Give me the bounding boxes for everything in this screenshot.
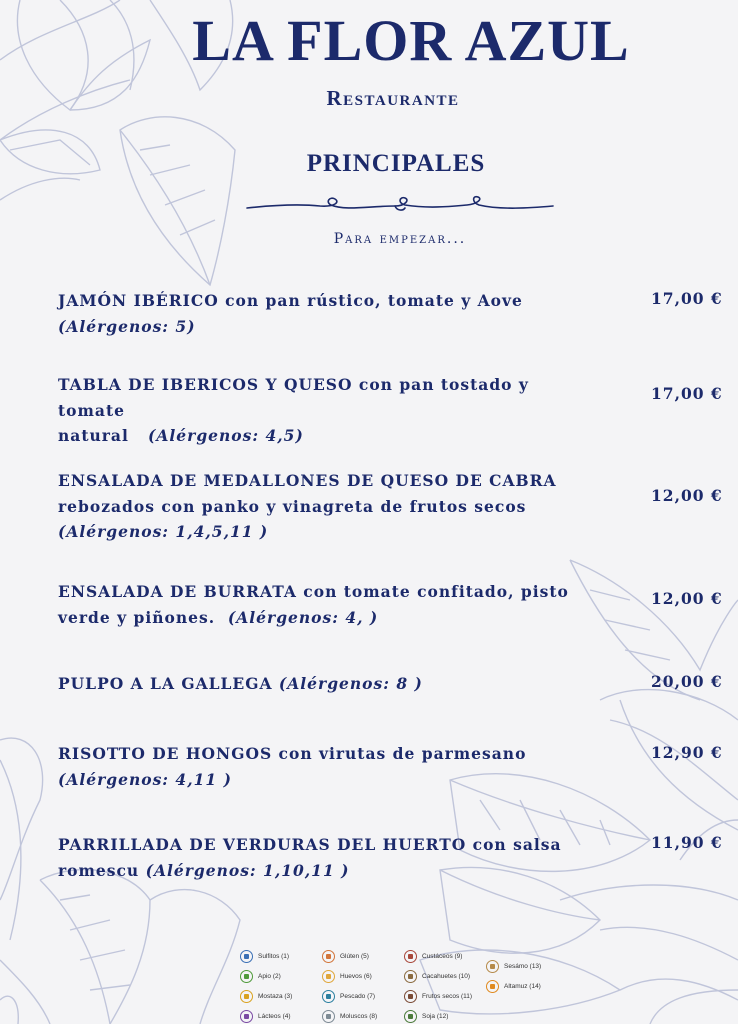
fish-icon	[322, 990, 335, 1003]
dish-allergens: (Alérgenos: 1,10,11 )	[145, 860, 350, 880]
dish-description: ENSALADA DE MEDALLONES DE QUESO DE CABRA	[58, 471, 557, 490]
dish-allergens: (Alérgenos: 1,4,5,11 )	[58, 522, 269, 541]
dish-allergens: (Alérgenos: 4,5)	[148, 426, 304, 445]
legend-label: Huevos (6)	[340, 972, 372, 980]
sulfites-icon	[240, 950, 253, 963]
dish-price: 11,90 €	[651, 833, 723, 852]
dish-description: JAMÓN IBÉRICO con pan rústico, tomate y Aove	[58, 291, 523, 310]
menu-item	[58, 671, 578, 697]
menu-item	[58, 372, 578, 449]
menu-item	[58, 579, 578, 630]
allergen-legend	[236, 945, 566, 1024]
mollusc-icon	[322, 1010, 335, 1023]
dish-price: 12,00 €	[651, 589, 723, 608]
legend-item	[322, 968, 372, 984]
dish-allergens: (Alérgenos: 8 )	[278, 674, 423, 693]
restaurant-subtitle: Restaurante	[326, 86, 460, 110]
legend-item	[486, 958, 541, 974]
dairy-icon	[240, 1010, 253, 1023]
menu-item	[58, 468, 578, 545]
dish-price: 17,00 €	[651, 289, 723, 308]
restaurant-name: LA FLOR AZUL	[192, 8, 630, 73]
dish-description: ENSALADA DE BURRATA con tomate confitado, pisto	[58, 582, 569, 601]
sesame-icon	[486, 960, 499, 973]
legend-item	[404, 968, 470, 984]
legend-label: Lácteos (4)	[258, 1012, 291, 1020]
legend-label: Apio (2)	[258, 972, 281, 980]
legend-label: Soja (12)	[422, 1012, 449, 1020]
section-intro: Para empezar...	[333, 231, 467, 247]
dish-price: 12,00 €	[651, 486, 723, 505]
dish-price: 12,90 €	[651, 743, 723, 762]
legend-item	[404, 948, 462, 964]
legend-item	[322, 988, 375, 1004]
menu-item	[58, 832, 578, 883]
legend-label: Frutos secos (11)	[422, 992, 473, 1000]
legend-item	[322, 948, 369, 964]
menu-item	[58, 741, 578, 792]
legend-label: Moluscos (8)	[340, 1012, 378, 1020]
dish-price: 20,00 €	[651, 672, 723, 691]
dish-description: PULPO A LA GALLEGA	[58, 674, 273, 693]
legend-label: Custáceos (9)	[422, 952, 463, 960]
gluten-icon	[322, 950, 335, 963]
nuts-icon	[404, 990, 417, 1003]
mustard-icon	[240, 990, 253, 1003]
dish-description-cont: verde y piñones.	[58, 607, 216, 627]
legend-label: Cacahuetes (10)	[422, 972, 471, 980]
legend-item	[322, 1008, 377, 1024]
flourish-divider	[245, 194, 555, 218]
peanut-icon	[404, 970, 417, 983]
legend-item	[240, 968, 281, 984]
dish-description-cont: rebozados con panko y vinagreta de frutos secos	[58, 496, 527, 516]
dish-description: RISOTTO DE HONGOS con virutas de parmesano	[58, 744, 527, 763]
dish-allergens: (Alérgenos: 5)	[58, 316, 196, 336]
legend-item	[486, 978, 541, 994]
legend-label: Pescado (7)	[340, 992, 376, 1000]
legend-label: Glúten (5)	[340, 952, 369, 960]
menu-item	[58, 288, 578, 339]
crustacean-icon	[404, 950, 417, 963]
legend-label: Sulfitos (1)	[258, 952, 290, 960]
soy-icon	[404, 1010, 417, 1023]
legend-item	[240, 948, 289, 964]
legend-item	[404, 988, 472, 1004]
dish-description: PARRILLADA DE VERDURAS DEL HUERTO con salsa	[58, 835, 562, 854]
lupin-icon	[486, 980, 499, 993]
dish-description: TABLA DE IBERICOS Y QUESO con pan tostado y tomate	[58, 375, 529, 420]
dish-description-cont: romescu	[58, 860, 140, 880]
dish-allergens: (Alérgenos: 4,11 )	[58, 769, 232, 789]
dish-price: 17,00 €	[651, 384, 723, 403]
legend-label: Sesámo (13)	[504, 962, 542, 970]
dish-description-cont: natural	[58, 426, 129, 445]
dish-allergens: (Alérgenos: 4, )	[227, 607, 379, 627]
legend-label: Mostaza (3)	[258, 992, 293, 1000]
legend-item	[404, 1008, 448, 1024]
legend-item	[240, 1008, 291, 1024]
section-title: PRINCIPALES	[306, 150, 486, 177]
celery-icon	[240, 970, 253, 983]
eggs-icon	[322, 970, 335, 983]
legend-label: Altamuz (14)	[504, 982, 541, 990]
legend-item	[240, 988, 292, 1004]
